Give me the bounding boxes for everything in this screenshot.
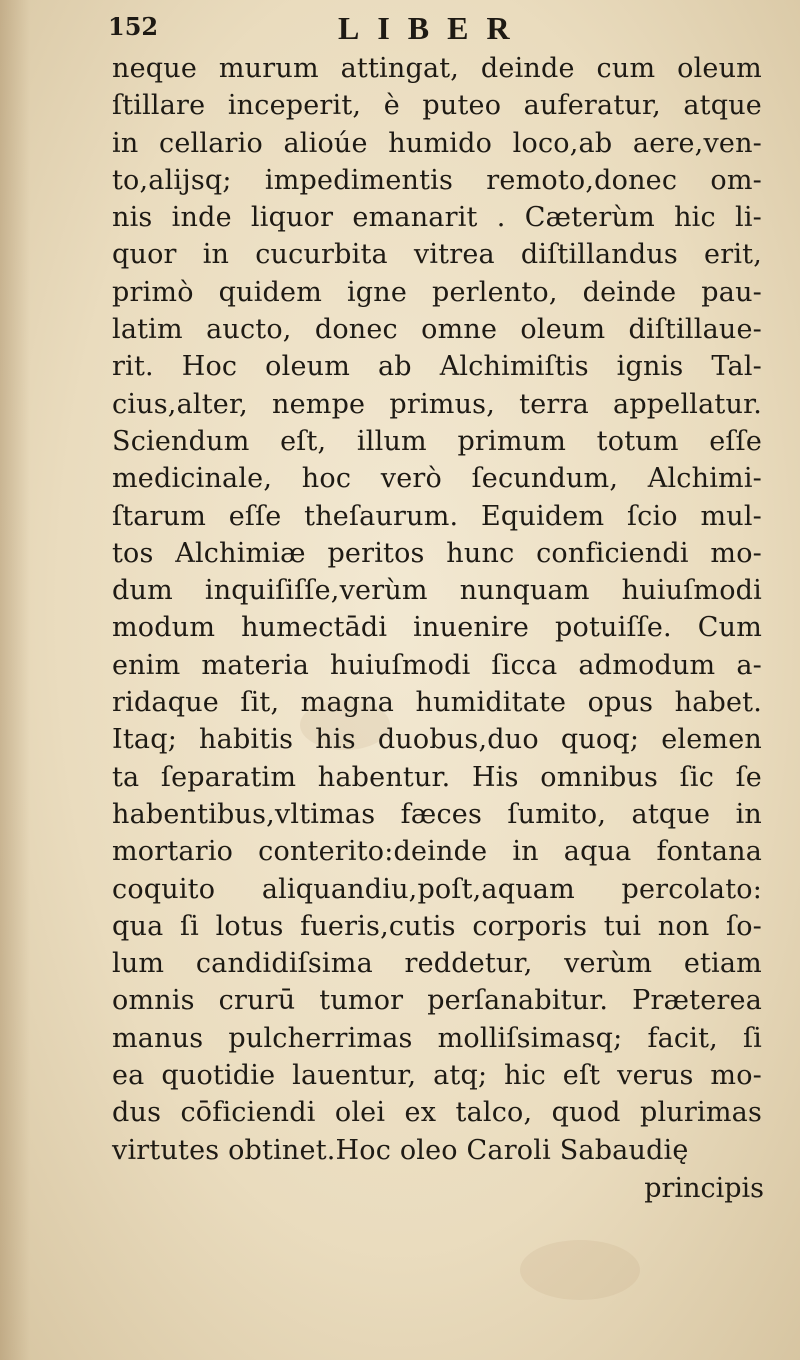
- text-line: ea quotidie lauentur, atq; hic eſt verus mo-: [112, 1060, 762, 1092]
- text-line: enim materia huiuſmodi ſicca admodum a-: [112, 649, 762, 681]
- text-line: virtutes obtinet.Hoc oleo Caroli Sabaudię: [112, 1134, 689, 1166]
- text-line: tos Alchimiæ peritos hunc conficiendi mo-: [112, 537, 762, 569]
- text-line: rit. Hoc oleum ab Alchimiſtis ignis Tal-: [112, 351, 762, 383]
- text-line: Sciendum eſt, illum primum totum eſſe: [112, 425, 762, 457]
- text-line: ta ſeparatim habentur. His omnibus ſic ſe: [112, 761, 762, 793]
- paper-stain: [520, 1240, 640, 1300]
- text-line: manus pulcherrimas molliſsimasq; facit, ſi: [112, 1022, 762, 1054]
- text-line: dum inquiſiſſe,verùm nunquam huiuſmodi: [112, 575, 762, 607]
- text-line: coquito aliquandiu,poſt,aquam percolato:: [112, 873, 762, 905]
- text-line: medicinale, hoc verò ſecundum, Alchimi-: [112, 463, 762, 495]
- text-line: primò quidem igne perlento, deinde pau-: [112, 276, 762, 308]
- text-line: modum humectādi inuenire potuiſſe. Cum: [112, 612, 762, 644]
- running-head: [108, 10, 708, 50]
- text-line: omnis crurū tumor perſanabitur. Præterea: [112, 985, 762, 1017]
- text-line: to,alijsq; impedimentis remoto,donec om-: [112, 164, 762, 196]
- text-line: cius,alter, nempe primus, terra appellatur.: [112, 388, 762, 420]
- text-line: ridaque ſit, magna humiditate opus habet.: [112, 687, 762, 719]
- catchword: principis: [644, 1173, 764, 1204]
- text-line: latim aucto, donec omne oleum diſtillaue-: [112, 314, 762, 346]
- text-line: habentibus,vltimas fæces ſumito, atque in: [112, 798, 762, 830]
- text-line: ſtarum eſſe theſaurum. Equidem ſcio mul-: [112, 500, 762, 532]
- text-line: quor in cucurbita vitrea diſtillandus erit,: [112, 239, 762, 271]
- page-number: 152: [108, 12, 159, 41]
- text-line: dus cōficiendi olei ex talco, quod plurimas: [112, 1097, 762, 1129]
- text-line: mortario conterito:deinde in aqua fontana: [112, 836, 762, 868]
- text-line: nis inde liquor emanarit . Cæterùm hic li-: [112, 202, 762, 234]
- running-title: LIBER: [338, 10, 528, 46]
- text-line: neque murum attingat, deinde cum oleum: [112, 53, 762, 84]
- text-line: qua ſi lotus fueris,cutis corporis tui non ſo-: [112, 910, 762, 942]
- text-line: ſtillare inceperit, è puteo auferatur, atque: [112, 90, 762, 122]
- body-text: [112, 50, 762, 1169]
- text-line: lum candidiſsima reddetur, verùm etiam: [112, 948, 762, 980]
- text-line: Itaq; habitis his duobus,duo quoq; elemen: [112, 724, 762, 756]
- text-line: in cellario alioúe humido loco,ab aere,ven-: [112, 127, 762, 159]
